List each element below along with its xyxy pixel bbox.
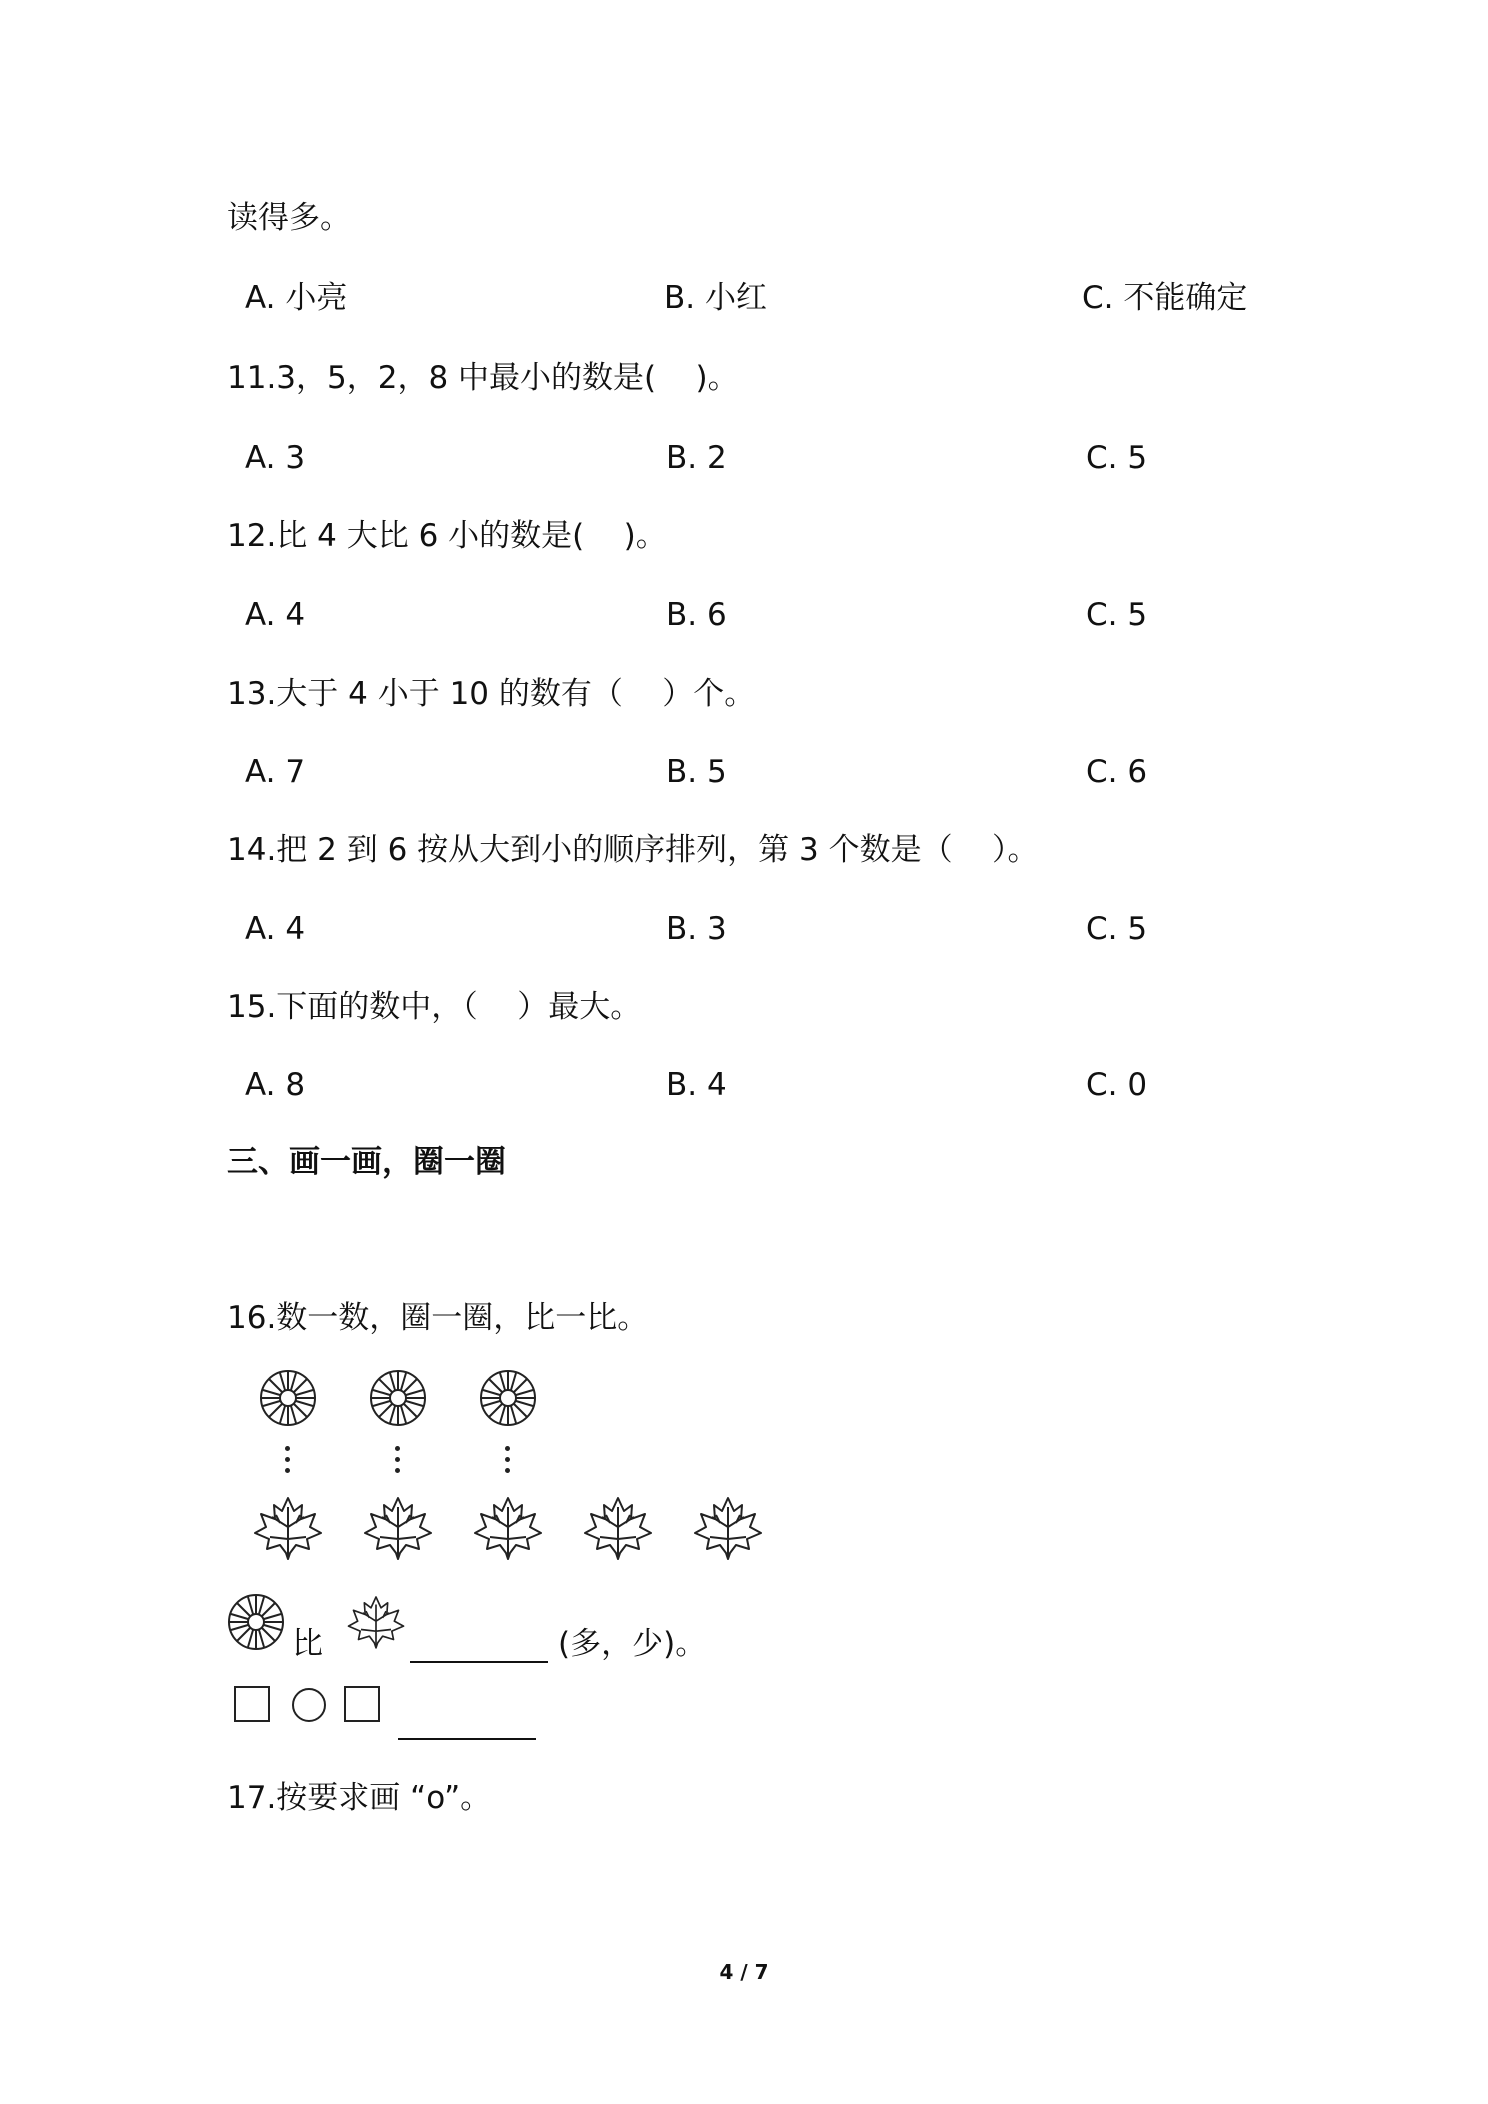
q11-option-b[interactable]: B. 2 (666, 440, 727, 476)
q14-option-a[interactable]: A. 4 (245, 911, 306, 947)
answer-blank-compare[interactable] (410, 1661, 548, 1663)
answer-circle[interactable] (292, 1688, 326, 1722)
dotted-connector (285, 1446, 291, 1479)
q11-text: 11.3，5，2，8 中最小的数是( )。 (227, 360, 739, 396)
q14-text: 14.把 2 到 6 按从大到小的顺序排列，第 3 个数是（ ）。 (227, 832, 1039, 868)
q13-option-b[interactable]: B. 5 (666, 754, 727, 790)
q15-option-a[interactable]: A. 8 (245, 1067, 306, 1103)
answer-blank-symbol[interactable] (398, 1738, 536, 1740)
section-title: 三、画一画，圈一圈 (227, 1144, 506, 1180)
q17-text: 17.按要求画 “o”。 (227, 1780, 492, 1816)
q12-text: 12.比 4 大比 6 小的数是( )。 (227, 518, 667, 554)
answer-square-right[interactable] (344, 1686, 380, 1722)
compare-word: 比 (292, 1626, 323, 1662)
q15-option-c[interactable]: C. 0 (1086, 1067, 1148, 1103)
q16-text: 16.数一数，圈一圈，比一比。 (227, 1300, 649, 1336)
answer-square-left[interactable] (234, 1686, 270, 1722)
q13-text: 13.大于 4 小于 10 的数有（ ）个。 (227, 676, 756, 712)
q10-option-c[interactable]: C. 不能确定 (1082, 280, 1248, 316)
maple-leaf-icon (582, 1495, 654, 1561)
compare-hint: (多，少)。 (558, 1626, 707, 1662)
q12-option-a[interactable]: A. 4 (245, 597, 306, 633)
flower-icon (226, 1592, 286, 1652)
dotted-connector (395, 1446, 401, 1479)
q12-option-b[interactable]: B. 6 (666, 597, 727, 633)
q14-option-b[interactable]: B. 3 (666, 911, 727, 947)
q10-tail-text: 读得多。 (227, 200, 351, 236)
maple-leaf-icon (472, 1495, 544, 1561)
q15-text: 15.下面的数中，（ ）最大。 (227, 989, 642, 1025)
q15-option-b[interactable]: B. 4 (666, 1067, 727, 1103)
maple-leaf-icon (346, 1594, 406, 1650)
q11-option-a[interactable]: A. 3 (245, 440, 306, 476)
page-number: 4 / 7 (719, 1960, 769, 1984)
maple-leaf-icon (362, 1495, 434, 1561)
dotted-connector (505, 1446, 511, 1479)
q13-option-c[interactable]: C. 6 (1086, 754, 1148, 790)
q10-option-a[interactable]: A. 小亮 (245, 280, 348, 316)
q13-option-a[interactable]: A. 7 (245, 754, 306, 790)
maple-leaf-icon (252, 1495, 324, 1561)
maple-leaf-icon (692, 1495, 764, 1561)
q11-option-c[interactable]: C. 5 (1086, 440, 1148, 476)
flower-icon (368, 1368, 428, 1428)
flower-icon (258, 1368, 318, 1428)
q10-option-b[interactable]: B. 小红 (664, 280, 767, 316)
q14-option-c[interactable]: C. 5 (1086, 911, 1148, 947)
flower-icon (478, 1368, 538, 1428)
q12-option-c[interactable]: C. 5 (1086, 597, 1148, 633)
